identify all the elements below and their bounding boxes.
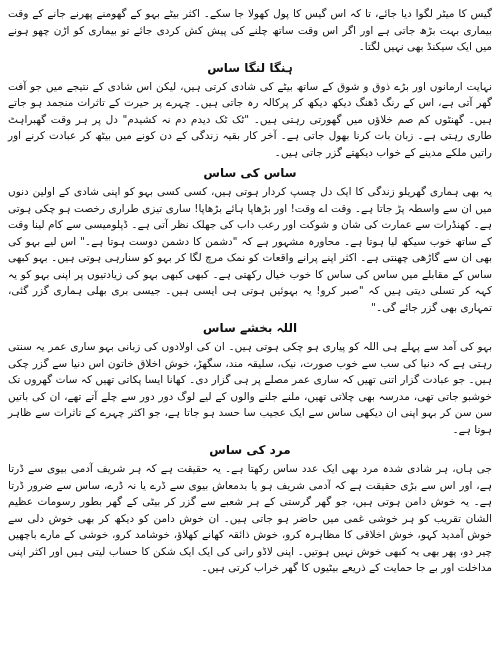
heading-saas-ki-saas: ساس کی ساس [203,166,297,180]
heading-hunga-langa-saas: ہنگا لنگا ساس [207,60,293,75]
paragraph-allah-bakhshe-saas: بہو کی آمد سے پہلے ہی اللہ کو پیاری ہو چکی ہوتی ہیں۔ ان کی اولادوں کی زبانی بہو ساری عمر یہ سنتی رہتی ہے کہ دنیا کی سب سے خوب صورت، نیک، سلیقہ مند، سگھڑ، خوش اخلاق خاتون اس دنیا سے گزر چکی ہیں۔ جو عبادت گزار اتنی تھیں کہ ساری عمر مصلے پر ہی گزار دی۔ کھانا ایسا پکاتی تھیں کہ سات گھروں تک خوشبو جاتی تھی، مدرسہ بھی چلاتی تھیں، ملنے جلنے والوں کے لیے لوگ دور دور سے چلے آتے تھے، ان کی باتیں سن سن کر بہو اپنی ان دیکھی ساس سے ایک عجیب سا حسد ہو جاتا ہے، جو اکثر چہرے کے تاثرات سے ظاہر ہوتا ہے۔ [8,341,492,436]
paragraph-hunga-langa-saas: نہایت ارمانوں اور بڑے ذوق و شوق کے ساتھ بیٹے کی شادی کرتی ہیں، لیکن اس شادی کے نتیجے میں جو آفت گھر آتی ہے، اس کے رنگ ڈھنگ دیکھ دیکھ کر پرکالہ رہ جاتی ہیں۔ چہرے پر حیرت کے تاثرات منجمد ہو جاتے ہیں۔ گھنٹوں کم صم خلاؤں میں گھورتی رہتی ہیں۔ "ٹک ٹک دیدم دم نہ کشیدم" دل پر ہر وقت گھبراہٹ طاری رہتی ہے۔ زبان بات کرنا بھول جاتی ہے۔ آخر کار بقیہ زندگی کے دن کونے میں بیٹھ کر عبادت کرنے اور راتیں ملکے مدینے کے خواب دیکھتے گزر جاتی ہیں۔ [8,80,492,159]
paragraph-mard-ki-saas: جی ہاں، ہر شادی شدہ مرد بھی ایک عدد ساس رکھتا ہے۔ یہ حقیقت ہے کہ ہر شریف آدمی بیوی سے ڈرتا ہے، اور اس سے بڑی حقیقت ہے کہ آدمی شریف ہو یا بدمعاش بیوی سے ڈرے یا نہ ڈرے، ساس سے ضرور ڈرتا ہے۔ یہ خوش دامن ہوتی ہیں، جو گھر گرستی کے ہر شعبے سے گزر کر بیٹی کے گھر بطور رسومات عظیم الشان تقریب کو ہر خوشی غمی میں حاضر ہو جاتی ہیں۔ ان خوش دامن کو دیکھ کر بھی خوش دلی سے خوش آمدید کہو، خوش اخلاقی کا مظاہرہ کرو، خوش ذائقہ کھانے کھلاؤ، خوشامد کرو، خوشی کے مارے باچھیں چیر دو، پھر بھی یہ کبھی خوش نہیں ہوتیں۔ اپنی لاڈو رانی کی ایک ایک شکن کا حساب لیتی ہیں اور اکثر اپنی مداخلت اور بے جا حمایت کے ذریعے بیٹیوں کا گھر خراب کرتی ہیں۔ [8,463,492,574]
heading-mard-ki-saas: مرد کی ساس [209,443,291,457]
paragraph-saas-ki-saas: یہ بھی ہماری گھریلو زندگی کا ایک دل چسپ کردار ہوتی ہیں، کسی کسی بہو کو اپنی شادی کے اولین دنوں میں ان سے واسطہ پڑ جاتا ہے۔ وقت اے وقت! اور بڑھاپا ہائے بڑھاپا! ساری تیزی طراری رخصت ہو چکی ہوتی ہے۔ کھنڈرات سے عمارت کی شان و شوکت اور رعب داب کی جھلک نظر آتی ہے۔ ڈپلومیسی سے کام لینا وقت کے ساتھ خوب سیکھ لیا ہوتا ہے۔ محاورہ مشہور ہے کہ "دشمن کا دشمن دوست ہوتا ہے۔" اس لیے بہو کی بھی ان سے گاڑھی چھنتی ہے۔ اکثر اپنے پرانے واقعات کو نمک مرچ لگا کر بہو کو سنارہی ہوتی ہیں۔ بہو کبھی ساس کے مقابلے میں ساس کی ساس کا خوب خیال رکھتی ہے۔ کبھی کبھی بہو کی زیادتیوں پر اپنی بہو کو یہ کہہ کر تسلی دیتی ہیں کہ "صبر کرو! یہ بہوئیں ہوتی ہی ایسی ہیں۔ جیسی بری بھلی ہماری گزر گئی، تمہاری بھی گزر جائے گی۔" [8,186,492,314]
paragraph-intro: گیس کا میٹر لگوا دیا جائے، تا کہ اس گیس کا پول کھولا جا سکے۔ اکثر بیٹے بہو کے گھومنے پھرنے جانے کے وقت بیماری بہت بڑھ جاتی ہے اور اگر اس وقت ساتھ چلنے کی پیش کش کردی جائے تو بیماری کو اڑن چھو ہونے میں ایک سیکنڈ بھی نہیں لگتا۔ [8,8,492,53]
heading-allah-bakhshe-saas: اللہ بخشے ساس [202,321,298,335]
